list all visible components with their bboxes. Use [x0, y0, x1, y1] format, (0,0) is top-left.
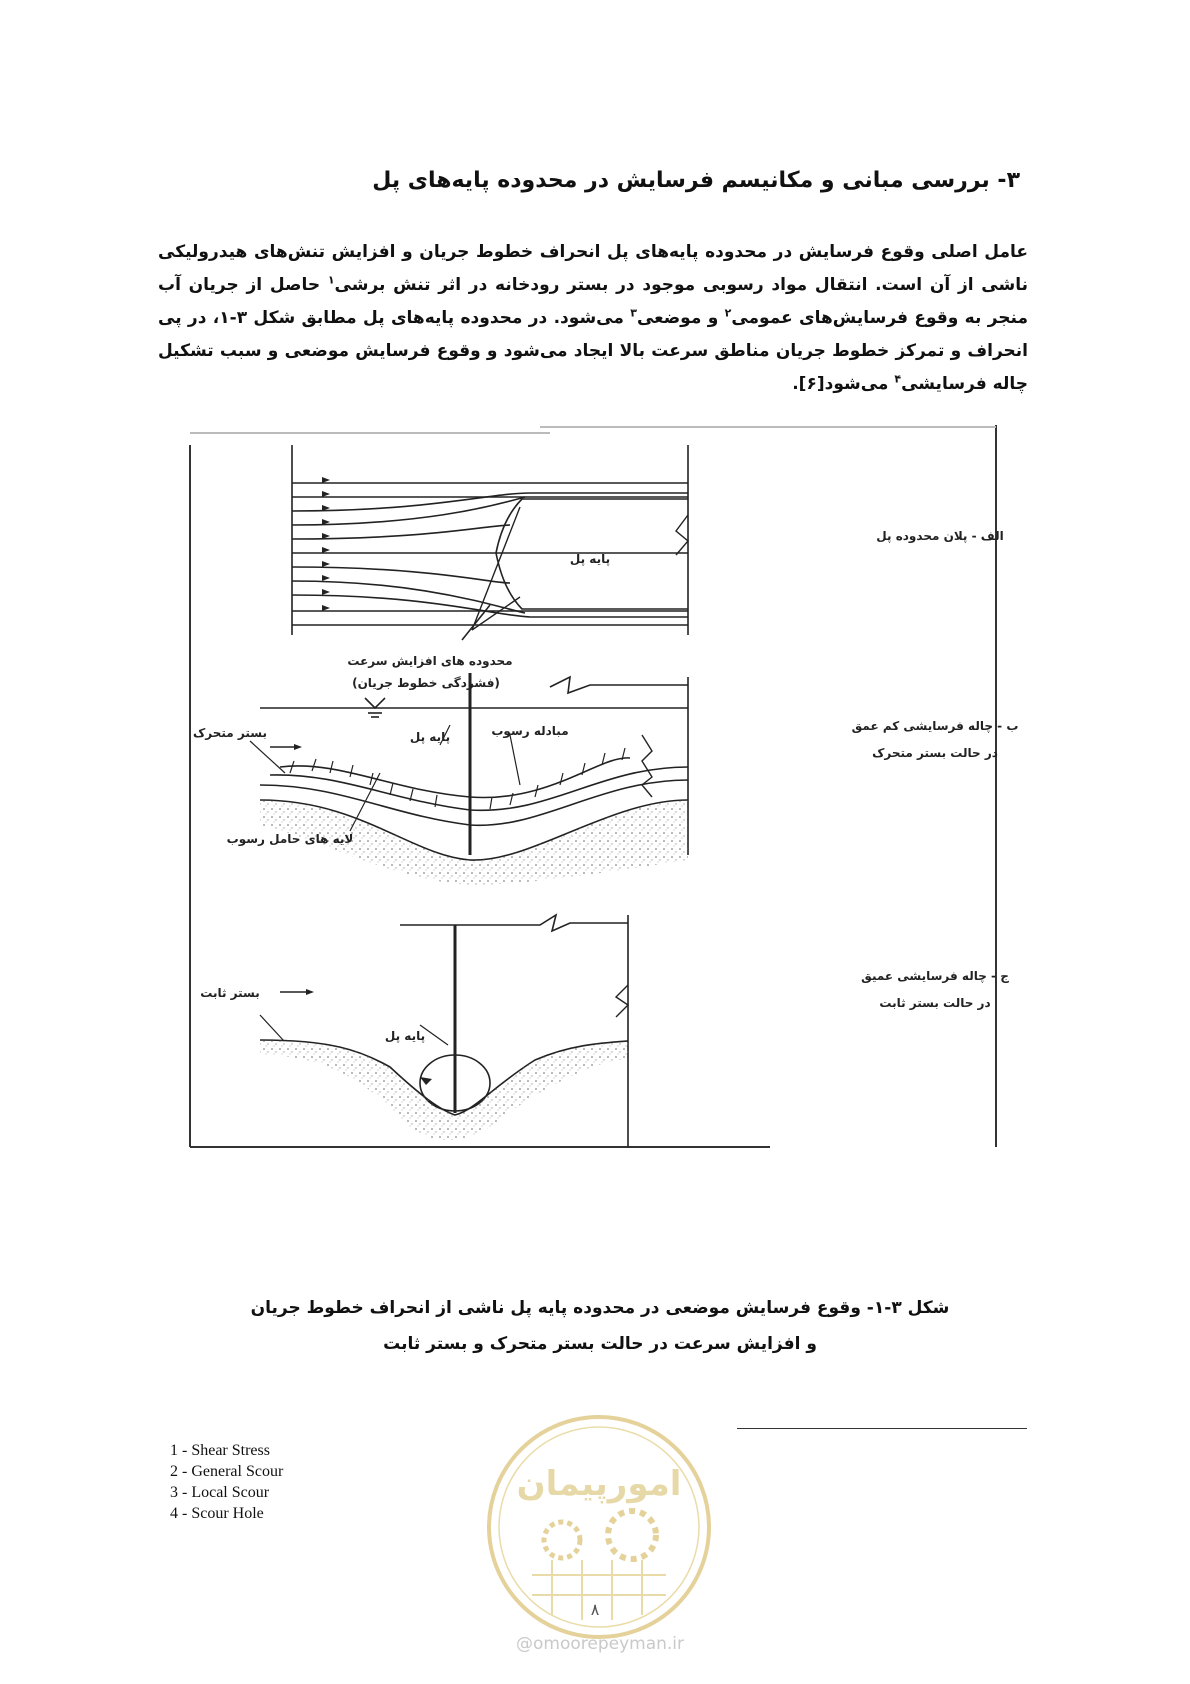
- panel-b-sediment-layers-label: لایه های حامل رسوب: [226, 832, 354, 846]
- panel-a-pier-label: پایه پل: [569, 552, 611, 566]
- panel-b-title-2: در حالت بستر متحرک: [872, 746, 998, 760]
- scour-diagram: [190, 455, 1019, 1255]
- panel-b-mobile-bed-label: بستر متحرک: [193, 726, 267, 740]
- panel-c-pier-label: پایه پل: [384, 1029, 426, 1043]
- footnote-2: 2 - General Scour: [170, 1463, 284, 1480]
- footnote-divider: [737, 1428, 1027, 1429]
- panel-c-fixed-bed-label: بستر ثابت: [200, 986, 260, 1000]
- panel-a-plan: [292, 445, 688, 640]
- figure-caption: [170, 1290, 1030, 1362]
- footnote-4: 4 - Scour Hole: [170, 1505, 264, 1522]
- footnote-ref-3: ۳: [630, 306, 637, 320]
- panel-c-title-1: ج - چاله فرسایشی عمیق: [861, 969, 1009, 983]
- panel-b-title-1: ب - چاله فرسایشی کم عمق: [851, 719, 1019, 733]
- section-heading: ۳- بررسی مبانی و مکانیسم فرسایش در محدوده پایه‌های پل: [372, 168, 1020, 193]
- body-paragraph: [158, 236, 1028, 401]
- caption-line-1: شکل ۳-۱- وقوع فرسایش موضعی در محدوده پایه پل ناشی از انحراف خطوط جریان: [250, 1298, 950, 1318]
- para-part-4: می‌شود. در محدوده پایه‌های پل مطابق شکل ۳-۱، در پی انحراف و تمرکز خطوط جریان مناطق سرعت بالا ایجاد می‌شود و وقوع فرسایش موضعی و سبب تشکیل چاله فرسایشی: [158, 308, 1028, 394]
- footnotes: [170, 1440, 283, 1524]
- footnote-1: 1 - Shear Stress: [170, 1442, 270, 1459]
- panel-c-sediment-hatch: [260, 1040, 628, 1140]
- panel-a-zone-label-2: (فشردگی خطوط جریان): [352, 676, 500, 690]
- footnote-ref-4: ۴: [894, 372, 902, 386]
- panel-c-title-2: در حالت بستر ثابت: [879, 996, 991, 1010]
- panel-b-pier-label: پایه پل: [409, 730, 451, 744]
- panel-b-sediment-exchange-label: مبادله رسوب: [491, 724, 569, 738]
- footnote-ref-2: ۲: [724, 306, 732, 320]
- watermark-site-text: @omoorepeyman.ir: [515, 1634, 685, 1654]
- panel-a-zone-label-1: محدوده های افزایش سرعت: [347, 654, 513, 668]
- seal-text: امورپیمان: [516, 1464, 682, 1504]
- caption-line-2: و افزایش سرعت در حالت بستر متحرک و بستر ثابت: [383, 1334, 817, 1354]
- page-number: ۸: [590, 1600, 600, 1619]
- figure-frame: [190, 425, 996, 1147]
- para-part-5: می‌شود[۶].: [792, 374, 895, 394]
- footnote-3: 3 - Local Scour: [170, 1484, 270, 1501]
- para-part-1: عامل اصلی وقوع فرسایش در محدوده پایه‌های پل انحراف خطوط جریان و افزایش تنش‌های هیدرولیکی ناشی از آن است. انتقال مواد رسوبی موجود در بستر رودخانه در اثر تنش برشی: [158, 242, 1028, 295]
- panel-a-title: الف - پلان محدوده پل: [876, 529, 1004, 543]
- scour-figure: [190, 455, 1019, 1255]
- footnote-ref-1: ۱: [327, 273, 335, 287]
- para-part-2: حاصل از جریان آب منجر به وقوع فرسایش‌های عمومی: [158, 275, 1029, 328]
- para-part-3: و موضعی: [636, 308, 725, 328]
